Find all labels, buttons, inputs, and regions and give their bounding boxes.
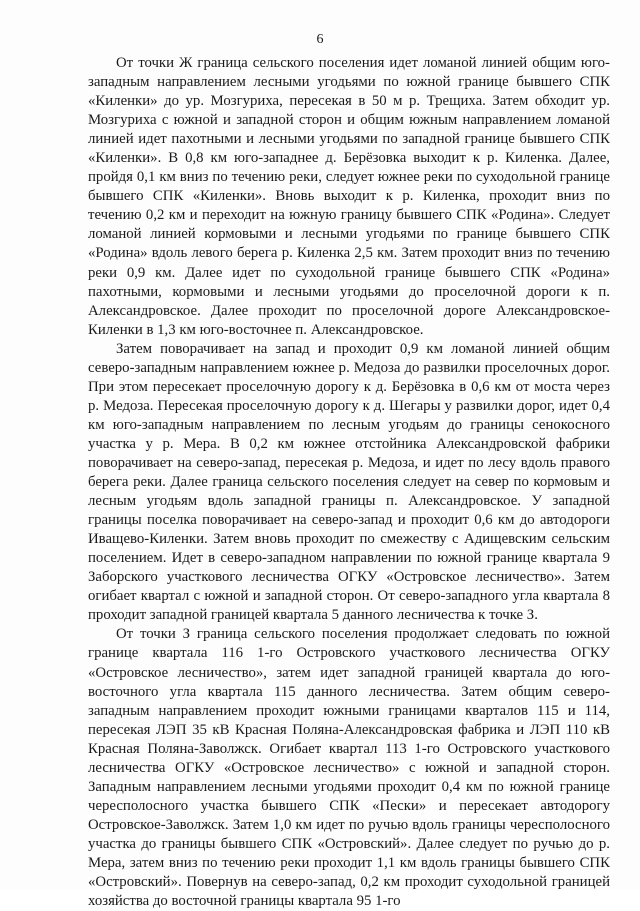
page-number: 6	[316, 32, 324, 47]
paragraph-3: От точки З граница сельского поселения продолжает следовать по южной границе квартала 116 1-го Островского участкового лесничества ОГКУ «Островское лесничество», затем идет западной границей квартала до юго-восточного угла квартала 115 данного лесничества. Затем общим северо-западным направлением проходит южными границами кварталов 115 и 114, пересекая ЛЭП 35 кВ Красная Поляна-Александровская фабрика и ЛЭП 110 кВ Красная Поляна-Заволжск. Огибает квартал 113 1-го Островского участкового лесничества ОГКУ «Островское лесничество» с южной и западной сторон. Западным направлением лесными угодьями проходит 0,4 км по южной границе чересполосного участка бывшего СПК «Пески» и пересекает автодорогу Островское-Заволжск. Затем 1,0 км идет по ручью вдоль границы чересполосного участка до границы бывшего СПК «Островский». Далее следует по ручью до р. Мера, затем вниз по течению реки проходит 1,1 км вдоль границы бывшего СПК «Островский». Повернув на северо-запад, 0,2 км проходит суходольной границей хозяйства до восточной границы квартала 95 1-го	[88, 626, 610, 910]
paragraph-1: От точки Ж граница сельского поселения идет ломаной линией общим юго-западным направлением лесными угодьями по южной границе бывшего СПК «Киленки» до ур. Мозгуриха, пересекая в 50 м р. Трещиха. Затем обходит ур. Мозгуриха с южной и западной сторон и общим южным направлением ломаной линией идет пахотными и лесными угодьями по западной границе бывшего СПК «Киленки». В 0,8 км юго-западнее д. Берёзовка выходит к р. Киленка. Далее, пройдя 0,1 км вниз по течению реки, следует южнее реки по суходольной границе бывшего СПК «Киленки». Вновь выходит к р. Киленка, проходит вниз по течению 0,2 км и переходит на южную границу бывшего СПК «Родина». Следует ломаной линией кормовыми и лесными угодьями по границе бывшего СПК «Родина» вдоль левого берега р. Киленка 2,5 км. Затем проходит вниз по течению реки 0,9 км. Далее идет по суходольной границе бывшего СПК «Родина» пахотными, кормовыми и лесными угодьями до проселочной дороги к п. Александровское. Далее проходит по проселочной дороге Александровское-Киленки в 1,3 км юго-восточнее п. Александровское.	[88, 55, 610, 338]
paragraph-2: Затем поворачивает на запад и проходит 0,9 км ломаной линией общим северо-западным направлением южнее р. Медоза до развилки проселочных дорог. При этом пересекает проселочную дорогу к д. Берёзовка в 0,6 км от моста через р. Медоза. Пересекая проселочную дорогу к д. Шегары у развилки дорог, идет 0,4 км юго-западным направлением по лесным угодьям до границы сенокосного участка у р. Мера. В 0,2 км южнее отстойника Александровской фабрики поворачивает на северо-запад, пересекая р. Медоза, и идет по лесу вдоль правого берега реки. Далее граница сельского поселения следует на север по кормовым и лесным угодьям вдоль западной границы п. Александровское. У западной границы поселка поворачивает на северо-запад и проходит 0,6 км до автодороги Иващево-Киленки. Затем вновь проходит по смежеству с Адищевским сельским поселением. Идет в северо-западном направлении по южной границе квартала 9 Заборского участкового лесничества ОГКУ «Островское лесничество». Затем огибает квартал с южной и западной сторон. От северо-западного угла квартала 8 проходит западной границей квартала 5 данного лесничества к точке З.	[88, 340, 610, 624]
document-body	[88, 54, 610, 911]
